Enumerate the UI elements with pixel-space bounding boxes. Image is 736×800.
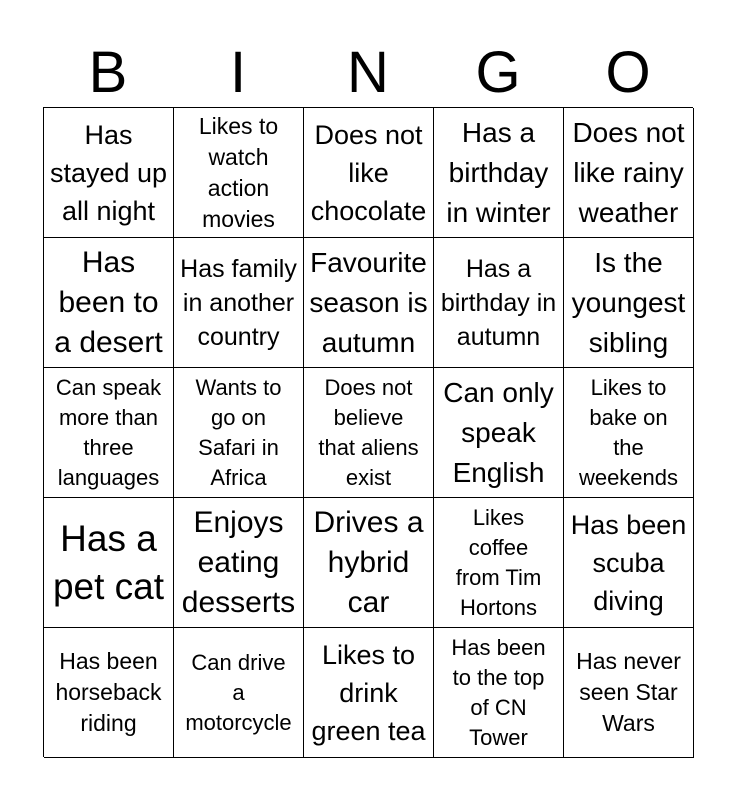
bingo-grid xyxy=(43,107,693,757)
bingo-cell[interactable] xyxy=(564,238,694,368)
bingo-cell[interactable] xyxy=(434,498,564,628)
cell-text: Has a birthday in winter xyxy=(446,116,551,228)
cell-text: Favourite season is autumn xyxy=(309,246,428,358)
bingo-cell[interactable] xyxy=(564,108,694,238)
bingo-cell[interactable] xyxy=(434,108,564,238)
bingo-header xyxy=(43,38,693,108)
cell-text: Has family in another country xyxy=(180,254,297,351)
header-letter-i: I xyxy=(229,40,247,105)
bingo-cell[interactable] xyxy=(434,368,564,498)
bingo-cell[interactable] xyxy=(174,628,304,758)
cell-text: Does not like chocolate xyxy=(310,119,427,226)
cell-text: Has stayed up all night xyxy=(49,119,168,226)
cell-text: Is the youngest sibling xyxy=(571,246,686,358)
bingo-cell[interactable] xyxy=(174,368,304,498)
header-letter-o: O xyxy=(605,40,651,105)
cell-text: Does not like rainy weather xyxy=(572,116,685,228)
header-letter-b: B xyxy=(88,40,128,105)
cell-text: Likes to bake on the weekends xyxy=(578,374,679,490)
cell-text: Can drive a motorcycle xyxy=(185,649,292,735)
bingo-cell[interactable] xyxy=(304,498,434,628)
cell-text: Has been horseback riding xyxy=(55,648,162,736)
bingo-cell[interactable] xyxy=(44,498,174,628)
bingo-cell[interactable] xyxy=(564,368,694,498)
bingo-cell[interactable] xyxy=(564,628,694,758)
bingo-cell[interactable] xyxy=(44,628,174,758)
cell-text: Has a pet cat xyxy=(52,517,165,607)
cell-text: Likes to watch action movies xyxy=(198,112,279,232)
bingo-cell[interactable] xyxy=(304,238,434,368)
cell-text: Has been to the top of CN Tower xyxy=(451,634,546,750)
cell-text: Can speak more than three languages xyxy=(55,374,162,490)
bingo-cell[interactable] xyxy=(44,238,174,368)
bingo-cell[interactable] xyxy=(434,628,564,758)
bingo-cell[interactable] xyxy=(434,238,564,368)
cell-text: Wants to go on Safari in Africa xyxy=(195,374,282,490)
cell-text: Enjoys eating desserts xyxy=(181,505,296,619)
bingo-cell[interactable] xyxy=(44,368,174,498)
cell-text: Has been to a desert xyxy=(54,245,163,359)
cell-text: Has been scuba diving xyxy=(570,509,687,616)
cell-text: Likes coffee from Tim Hortons xyxy=(455,504,542,620)
bingo-cell[interactable] xyxy=(174,238,304,368)
bingo-cell[interactable] xyxy=(44,108,174,238)
cell-text: Does not believe that aliens exist xyxy=(318,374,419,490)
bingo-cell[interactable] xyxy=(564,498,694,628)
header-letter-n: N xyxy=(347,40,389,105)
bingo-cell[interactable] xyxy=(304,368,434,498)
cell-text: Has never seen Star Wars xyxy=(576,648,681,736)
cell-text: Likes to drink green tea xyxy=(311,639,426,746)
bingo-cell[interactable] xyxy=(174,498,304,628)
cell-text: Can only speak English xyxy=(443,376,554,488)
header-letter-g: G xyxy=(475,40,521,105)
cell-text: Has a birthday in autumn xyxy=(440,254,557,351)
bingo-cell[interactable] xyxy=(174,108,304,238)
bingo-cell[interactable] xyxy=(304,108,434,238)
bingo-cell[interactable] xyxy=(304,628,434,758)
cell-text: Drives a hybrid car xyxy=(313,505,424,619)
